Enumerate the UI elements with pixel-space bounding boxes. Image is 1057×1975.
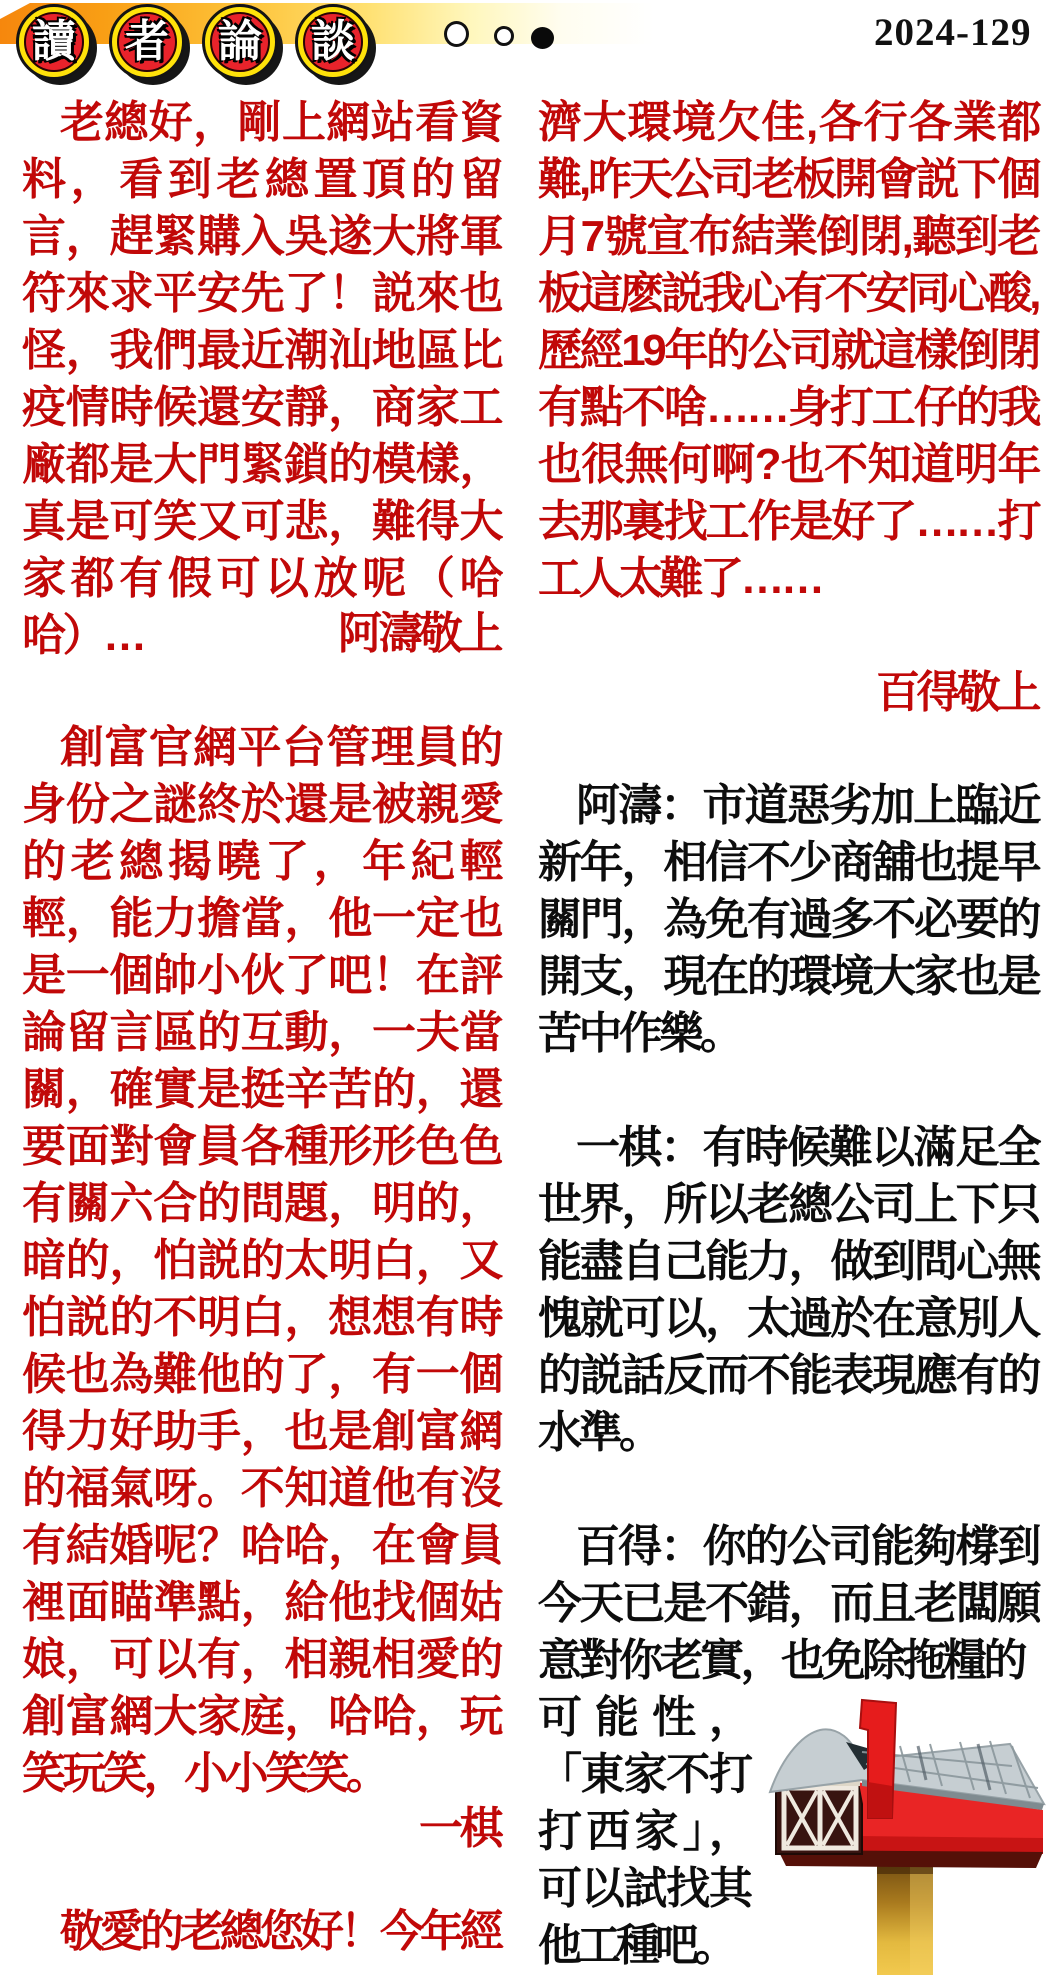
mailbox-illustration: [750, 1686, 1056, 1975]
masthead-badge-2: [109, 4, 185, 80]
badge-red-circle: [24, 12, 84, 72]
decorative-circle-filled: [531, 27, 554, 49]
letter-2-signature: 一棋: [419, 1804, 500, 1853]
badge-red-circle: [117, 12, 177, 72]
decorative-circle-outline-large: [444, 21, 469, 47]
letter-3-signature: 百得敬上: [876, 668, 1038, 717]
letter-1-signature: 阿濤敬上: [338, 609, 500, 658]
letter-3-continuation: 濟大環境欠佳,各行各業都難,昨天公司老板開會説下個月7號宣布結業倒閉,聽到老板這麽説我心有不安同心酸,歷經19年的公司就這樣倒閉有點不啥……身打工仔的我也很無何啊?也不知道明年去那裏找工作是好了……打工人太難了……: [538, 98, 1038, 603]
masthead-badge-4: [295, 4, 371, 80]
red-barn-mailbox-icon: [750, 1686, 1056, 1975]
masthead-badge-1: [16, 4, 92, 80]
badge-red-circle: [210, 12, 270, 72]
reply-3-wrapped-text: 可能性，「東家不打打西家」，可以試找其他工種吧。: [538, 1693, 748, 1970]
badge-character: 談: [311, 17, 355, 66]
badge-red-circle: [303, 12, 363, 72]
badge-character: 讀: [32, 17, 76, 66]
letter-2-body: 創富官網平台管理員的身份之謎終於還是被親愛的老總揭曉了，年紀輕輕，能力擔當，他一定也是一個帥小伙了吧！在評論留言區的互動，一夫當關，確實是挺辛苦的，還要面對會員各種形形色色有關六合的問題，明的，暗的，怕説的太明白，又怕説的不明白，想想有時候也為難他的了，有一個得力好助手，也是創富網的福氣呀。不知道他有沒有結婚呢？哈哈，在會員裡面瞄準點，給他找個姑娘，可以有，相親相愛的創富網大家庭，哈哈，玩笑玩笑，小小笑笑。: [22, 723, 500, 1798]
letter-3-opening-line: 敬愛的老總您好！今年經: [60, 1907, 500, 1956]
badge-character: 者: [125, 17, 169, 66]
editor-reply-3-start: 百得：你的公司能夠橕到今天已是不錯，而且老闆願意對你老實，也免除拖糧的: [538, 1522, 1038, 1685]
editor-reply-2: 一棋：有時候難以滿足全世界，所以老總公司上下只能盡自己能力，做到問心無愧就可以，太過於在意別人的説話反而不能表現應有的水準。: [538, 1123, 1038, 1457]
badge-character: 論: [218, 17, 262, 66]
decorative-circle-outline-small: [494, 26, 514, 46]
letter-1-body: 老總好，剛上網站看資料，看到老總置頂的留言，趕緊購入吳遂大將軍符來求平安先了！説來也怪，我們最近潮汕地區比疫情時候還安靜，商家工廠都是大門緊鎖的模樣，真是可笑又可悲，難得大家都有假可以放呢（哈哈）…: [22, 98, 500, 660]
issue-number: 2024-129: [874, 11, 1032, 54]
editor-reply-1: 阿濤：市道惡劣加上臨近新年，相信不少商舖也提早關門，為免有過多不必要的開支，現在的環境大家也是苦中作樂。: [538, 781, 1038, 1058]
masthead-badge-3: [202, 4, 278, 80]
